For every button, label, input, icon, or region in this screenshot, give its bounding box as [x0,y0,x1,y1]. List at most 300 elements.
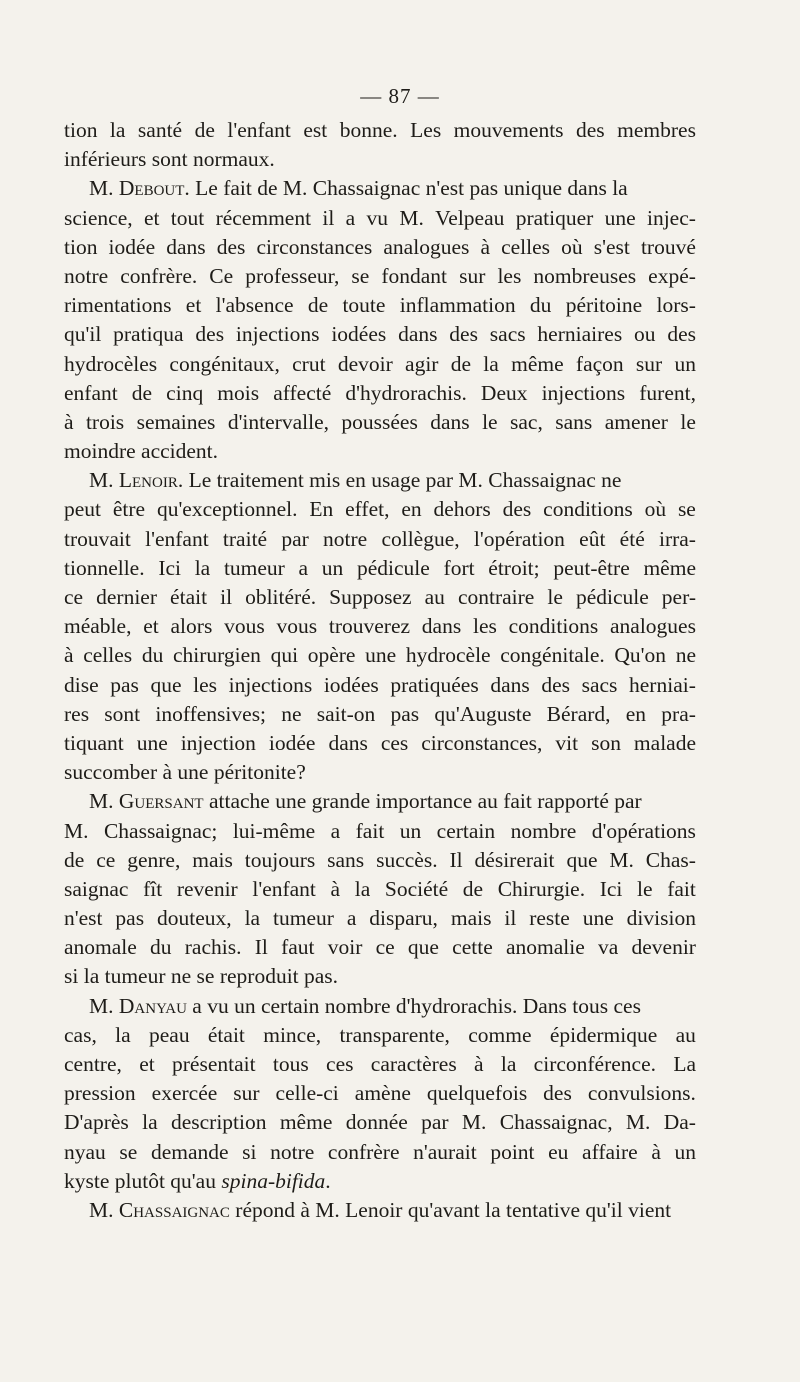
word: où [644,497,667,522]
word: un [674,1139,696,1164]
word: pas [110,672,139,697]
text-line [64,758,696,787]
word: et [143,205,160,230]
word: confrère [327,1139,400,1164]
word: de [194,118,215,142]
text-line [64,875,696,904]
word: M. [399,205,424,230]
word: enfant [64,380,118,405]
word: circonférence. [533,1052,657,1076]
word: la [109,118,126,142]
word: inflammation [399,293,516,318]
word: d'opérations [591,818,696,843]
word: tionnelle. [64,555,145,580]
word: conditions [508,614,599,639]
word: contraire [457,585,535,609]
word: nombre [510,818,577,843]
word: collègue, [381,526,460,551]
text-line [64,641,696,670]
word: peut-être [553,555,630,580]
word: des [195,322,225,347]
word: s'est [593,234,630,259]
line-text: succomber à une péritonite? [64,760,306,785]
word: vous [224,614,265,639]
word: lui-même [232,818,316,843]
word: un [674,351,696,376]
word: une [582,906,614,931]
word: être [112,497,146,522]
word: sans [327,847,365,872]
text-line [64,1196,696,1225]
word: si [242,1139,257,1164]
word: voir [327,935,363,960]
text-line [64,1108,696,1137]
word: n'aurait [413,1139,477,1164]
word: nombreuses [533,263,637,288]
word: bonne. [339,118,398,142]
word: vu [366,205,389,230]
speaker-name: Lenoir [118,468,178,493]
word: ce [96,847,116,872]
text-line [64,437,696,466]
word: récemment [215,205,312,230]
line-text: inférieurs sont normaux. [64,147,275,172]
word: de [64,847,85,872]
line-text: . Le traitement mis en usage par M. Chassaignac ne [177,468,622,493]
word: description [170,1110,267,1135]
text-line [64,787,696,816]
word: épidermique [549,1022,658,1047]
word: injections [541,380,626,405]
word: injections [235,322,320,347]
word: opère [307,643,356,668]
word: poussées [341,409,418,434]
word: circonstances [256,234,373,259]
word: M. [64,818,89,843]
word: méable, [64,614,132,639]
word: Da- [663,1110,696,1135]
word: se [351,263,370,288]
word: analogues [610,614,696,639]
word: péritoine [565,293,643,318]
word: la [194,555,211,580]
word: des [541,672,570,697]
word: tumeur [273,906,334,931]
word: il [220,585,233,609]
word: était [170,585,208,609]
line-text-end: . [325,1168,331,1193]
text-line [64,1050,696,1079]
word: même [643,555,696,580]
word: injections [228,672,313,697]
word: mais [450,906,492,931]
word: disparu, [369,906,438,931]
word: hydrocèle [405,643,491,668]
line-content [89,992,641,1021]
word: a [345,205,356,230]
word: le [637,876,653,901]
word: furent, [639,380,696,405]
word: les [193,672,218,697]
word: du [529,293,552,318]
word: n'est [64,906,103,931]
word: dans [166,234,206,259]
text-line [64,320,696,349]
word: per- [661,585,696,609]
word: succès. [376,847,438,872]
word: confrère. [120,263,198,288]
word: centre, [64,1052,122,1076]
word: Les [410,118,442,142]
word: malade [633,730,696,755]
speaker-name: Danyau [118,993,187,1018]
word: inoffensives; [155,701,267,726]
word: sur [459,263,486,288]
word: d'hydrorachis. [345,380,467,405]
word: se [677,497,696,522]
word: l'opération [473,526,565,551]
word: dans [490,672,530,697]
word: tion [64,118,98,142]
word: cas, [64,1022,97,1047]
text-line [64,466,696,495]
word: fait [667,876,696,901]
word: eût [579,526,606,551]
word: à [651,1139,661,1164]
word: crut [292,351,326,376]
word: rachis. [184,935,242,960]
word: iodées [331,322,387,347]
word: membres [617,118,696,142]
word: expé- [648,263,696,288]
line-text: a vu un certain nombre d'hydrorachis. Dans tous ces [186,993,641,1018]
word: M. [461,1110,487,1135]
word: dernier [96,585,158,609]
word: notre [323,526,368,551]
word: pratiquées [390,672,479,697]
word: M. [609,847,634,872]
line-text: . Le fait de M. Chassaignac n'est pas unique dans la [184,176,628,201]
word: reste [529,906,570,931]
word: nyau [64,1139,106,1164]
word: irra- [658,526,696,551]
word: En [309,497,334,522]
word: au [424,585,445,609]
word: que [407,935,439,960]
word: l'absence [215,293,294,318]
word: à [64,643,74,668]
text-line [64,729,696,758]
text-line [64,1021,696,1050]
word: vit [555,730,579,755]
line-text: attache une grande importance au fait rapporté par [203,789,642,814]
word: dehors [433,497,491,522]
word: pra- [661,701,696,726]
word: notre [64,263,109,288]
word: sont [104,701,141,726]
word: Supposez [329,585,412,609]
word: même [511,351,564,376]
word: des [216,234,246,259]
text-line [64,525,696,554]
word: Velpeau [435,205,505,230]
word: division [626,906,696,931]
word: demande [150,1139,229,1164]
word: amène [354,1081,411,1106]
word: dans [398,322,438,347]
word: l'enfant [145,526,209,551]
word: professeur, [245,263,340,288]
word: M. [625,1110,651,1135]
word: tout [170,205,205,230]
word: les [497,263,522,288]
word: certain [436,818,496,843]
word: rimentations [64,293,172,318]
line-content [64,145,275,174]
word: amener [604,409,668,434]
word: que [566,847,598,872]
word: est [303,118,328,142]
word: des [543,1081,572,1106]
word: convulsions. [587,1081,696,1106]
word: la [483,351,499,376]
word: tumeur [223,555,285,580]
word: exercée [151,1081,218,1106]
word: effet, [345,497,390,522]
word: tiquant [64,730,124,755]
word: comme [468,1022,532,1047]
word: dans [430,409,470,434]
word: notre [270,1139,315,1164]
word: injection [180,730,256,755]
word: il [504,906,517,931]
word: congénitaux, [169,351,280,376]
word: qu'Auguste [434,701,532,726]
word: traité [222,526,268,551]
word: celles [83,643,133,668]
line-text: répond à M. Lenoir qu'avant la tentative qu'il vient [229,1197,672,1222]
word: agir [405,351,439,376]
line-content [89,174,628,203]
word: D'après [64,1110,129,1135]
word: l'enfant [227,118,291,142]
word: Chirurgie. [497,876,586,901]
word: même [279,1110,333,1135]
word: ou [634,322,656,347]
speaker-name: Debout [118,176,185,201]
word: l'enfant [252,876,316,901]
italic-term: spina-bifida [221,1168,326,1193]
word: iodée [268,730,316,755]
word: et [185,293,202,318]
speaker-prefix: M. [89,176,119,201]
text-line [64,262,696,291]
text-line [64,933,696,962]
word: La [673,1052,696,1076]
page-number: — 87 — [360,84,440,108]
word: iodée [108,234,156,259]
word: Ce [209,263,234,288]
word: herniai- [629,672,696,697]
speaker-prefix: M. [89,789,119,814]
word: le [680,409,696,434]
word: sacs [581,672,618,697]
word: où [561,234,583,259]
word: herniaires [537,322,623,347]
text-line [64,817,696,846]
word: mais [192,847,233,872]
word: la [354,876,371,901]
line-text: kyste plutôt qu'au [64,1168,222,1193]
text-line [64,233,696,262]
word: Chassaignac; [103,818,218,843]
word: trouvé [640,234,696,259]
word: Ici [158,555,181,580]
word: il [322,205,335,230]
word: au [675,1022,696,1047]
word: ne [281,701,302,726]
word: mouvements [453,118,564,142]
word: trouverez [328,614,411,639]
word: circonstances, [421,730,543,755]
word: étroit; [488,555,540,580]
word: fît [143,876,163,901]
word: science, [64,205,133,230]
word: devoir [337,351,393,376]
word: sac, [510,409,543,434]
word: sans [555,409,593,434]
word: point [490,1139,535,1164]
word: faut [281,935,315,960]
word: le [482,409,498,434]
word: anomalie [505,935,585,960]
word: ne [675,643,696,668]
word: pression [64,1081,136,1106]
speaker-prefix: M. [89,468,119,493]
word: Il [449,847,463,872]
word: en [625,701,647,726]
word: d'intervalle, [227,409,329,434]
word: Chassaignac, [499,1110,613,1135]
word: semaines [136,409,216,434]
line-content [89,466,621,495]
word: affecté [273,380,332,405]
word: sur [233,1081,260,1106]
word: santé [137,118,183,142]
text-line [64,992,696,1021]
text-line [64,671,696,700]
word: congénitale. [500,643,605,668]
word: quelquefois [426,1081,528,1106]
word: Ici [599,876,623,901]
word: cette [452,935,493,960]
word: à [480,234,490,259]
text-line [64,204,696,233]
word: oblitéré. [245,585,317,609]
word: et [143,614,159,639]
word: a [346,906,357,931]
line-content [89,1196,671,1225]
word: affaire [582,1139,638,1164]
word: pas [115,906,145,931]
word: des [502,497,532,522]
line-text: moindre accident. [64,439,219,464]
word: et [139,1052,155,1076]
text-line [64,962,696,991]
body-text [64,116,696,1225]
word: à [330,876,341,901]
word: pratiquer [515,205,594,230]
speaker-name: Guersant [118,789,204,814]
text-line [64,846,696,875]
word: donnée [345,1110,408,1135]
word: sait-on [316,701,376,726]
word: eu [548,1139,569,1164]
word: était [207,1022,245,1047]
word: par [421,1110,449,1135]
word: a [298,555,309,580]
word: iodées [323,672,379,697]
word: peau [148,1022,190,1047]
word: fort [443,555,475,580]
word: une [365,643,397,668]
word: qu'il [64,322,102,347]
text-line [64,1138,696,1167]
word: à [64,409,74,434]
word: présentait [172,1052,256,1076]
word: trouvait [64,526,131,551]
word: été [619,526,645,551]
speaker-name: Chassaignac [118,1197,230,1222]
text-line [64,174,696,203]
word: Chas- [645,847,696,872]
word: de [307,293,329,318]
text-line [64,554,696,583]
word: injec- [646,205,696,230]
word: se [119,1139,138,1164]
word: mince, [263,1022,322,1047]
word: Qu'on [614,643,667,668]
text-line [64,350,696,379]
line-text: si la tumeur ne se reproduit pas. [64,964,339,989]
word: transparente, [339,1022,450,1047]
word: va [597,935,619,960]
word: pas [390,701,420,726]
word: fait [355,818,385,843]
text-line [64,583,696,612]
text-line [64,904,696,933]
text-line [64,145,696,174]
word: Deux [480,380,528,405]
word: désirerait [474,847,555,872]
word: la [115,1022,131,1047]
word: genre, [127,847,181,872]
word: ce [64,585,84,609]
word: en [401,497,422,522]
line-content [64,758,306,787]
word: des [449,322,478,347]
text-line [64,379,696,408]
word: Bérard, [546,701,611,726]
word: caractères [370,1052,457,1076]
word: Société [384,876,449,901]
word: des [576,118,605,142]
word: par [281,526,309,551]
text-line [64,495,696,524]
word: fondant [381,263,448,288]
word: une [604,205,636,230]
speaker-prefix: M. [89,1197,119,1222]
